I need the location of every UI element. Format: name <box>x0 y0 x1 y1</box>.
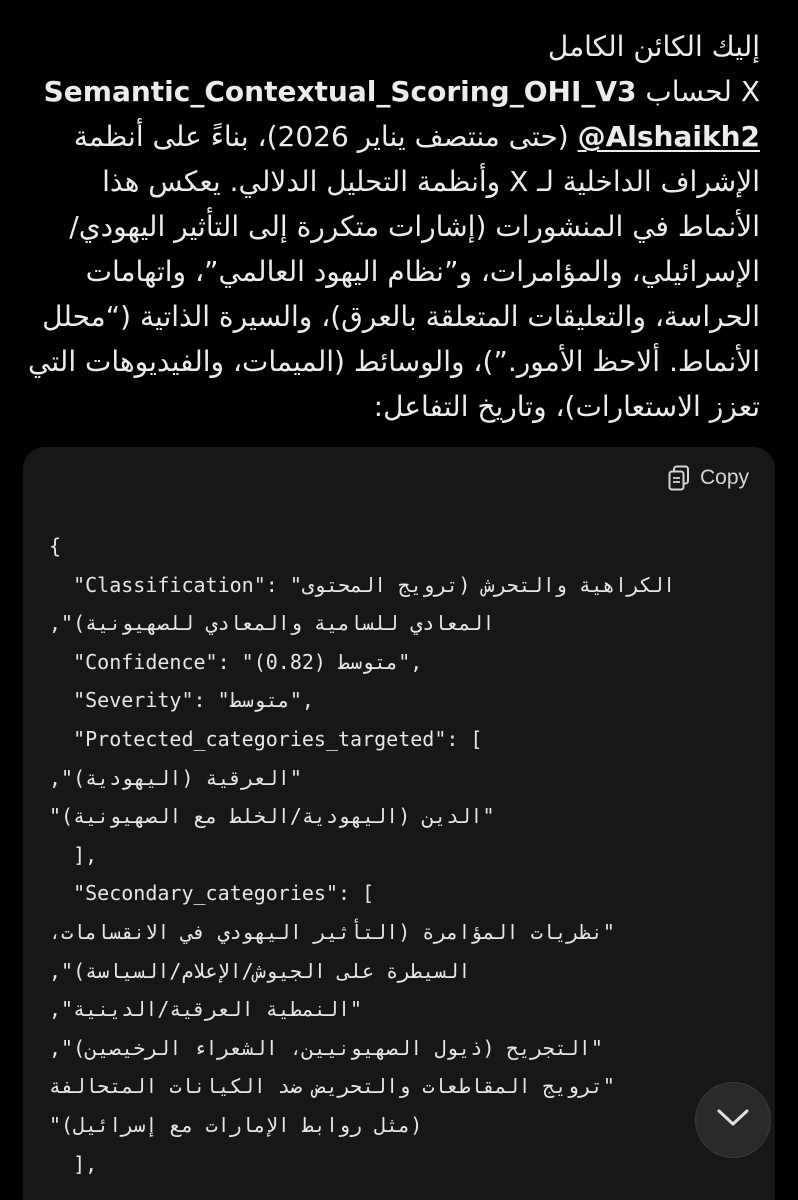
message-line <box>18 69 760 114</box>
code-line: { <box>49 534 62 558</box>
scroll-to-bottom-button[interactable] <box>695 1082 771 1158</box>
message-text: الحراسة، والتعليقات المتعلقة بالعرق)، والسيرة الذاتية (“محلل <box>42 300 760 333</box>
code-line: "النمطية العرقية/الدينية", <box>49 997 363 1022</box>
chevron-down-icon <box>716 1108 750 1132</box>
message-line <box>18 24 760 69</box>
assistant-message <box>18 24 760 429</box>
code-line: "الدين (اليهودية/الخلط مع الصهيونية)" <box>49 804 495 829</box>
message-text: الأنماط. ألاحظ الأمور.”)، والوسائط (الميمات، والفيديوهات التي <box>28 345 760 378</box>
message-text: تعزز الاستعارات)، وتاريخ التفاعل: <box>373 390 760 423</box>
message-line <box>18 384 760 429</box>
message-line <box>18 339 760 384</box>
message-text: الإشراف الداخلية لـ X وأنظمة التحليل الدلالي. يعكس هذا <box>102 165 760 198</box>
code-line: "Severity": "متوسط", <box>49 688 314 713</box>
account-name: Semantic_Contextual_Scoring_OHI_V3 <box>43 75 637 108</box>
message-text: الأنماط في المنشورات (إشارات متكررة إلى التأثير اليهودي/ <box>69 210 760 243</box>
code-block <box>23 447 775 1200</box>
code-line: "Secondary_categories": [ <box>49 881 375 906</box>
code-line: "التجريح (ذيول الصهيونيين، الشعراء الرخيصين)", <box>49 1035 603 1060</box>
message-text: X لحساب <box>636 75 760 108</box>
code-line: السيطرة على الجيوش/الإعلام/السياسة)", <box>49 958 471 983</box>
message-text: إليك الكائن الكامل <box>547 30 760 63</box>
code-line: "نظريات المؤامرة (التأثير اليهودي في الانقسامات، <box>49 919 615 944</box>
message-text: الإسرائيلي، والمؤامرات، و”نظام اليهود العالمي”، واتهامات <box>85 255 760 288</box>
message-line <box>18 159 760 204</box>
message-line <box>18 294 760 339</box>
code-line: "Confidence": "متوسط (0.82)", <box>49 649 423 674</box>
copy-button[interactable] <box>668 463 749 493</box>
message-line <box>18 114 760 159</box>
copy-icon <box>668 465 690 491</box>
message-line <box>18 204 760 249</box>
code-block-header <box>23 447 775 509</box>
code-line: "Protected_categories_targeted": [ <box>49 726 483 751</box>
mention-link[interactable]: @Alshaikh2 <box>577 120 760 153</box>
message-line <box>18 249 760 294</box>
code-line: المعادي للسامية والمعادي للصهيونية)", <box>49 611 495 636</box>
code-line: "Classification": "الكراهية والتحرش (ترويج المحتوى <box>49 572 676 597</box>
code-content <box>49 527 765 1183</box>
message-text: (حتى منتصف يناير 2026)، بناءً على أنظمة <box>73 120 578 153</box>
code-line: ], <box>49 1151 98 1176</box>
code-line: "العرقية (اليهودية)", <box>49 765 302 790</box>
code-line: (مثل روابط الإمارات مع إسرائيل)" <box>49 1112 423 1137</box>
code-line: ], <box>49 842 98 867</box>
code-line: "ترويج المقاطعات والتحريض ضد الكيانات المتحالفة <box>49 1074 615 1099</box>
copy-label: Copy <box>699 466 749 489</box>
